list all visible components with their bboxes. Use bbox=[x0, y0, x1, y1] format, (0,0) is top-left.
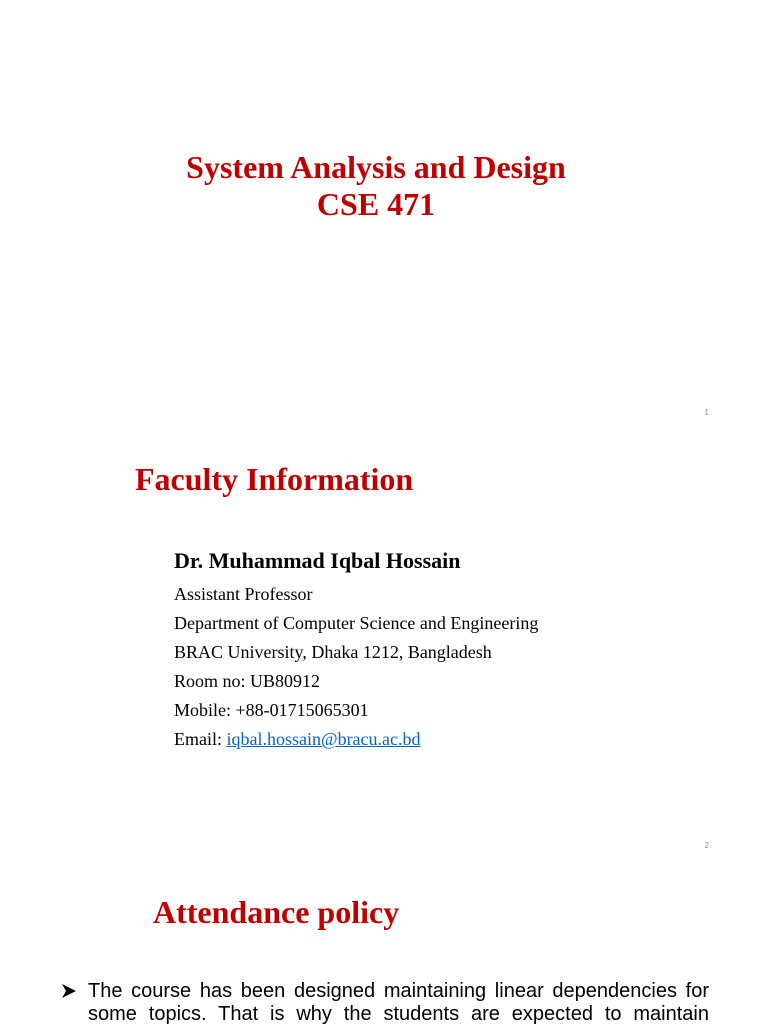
faculty-university: BRAC University, Dhaka 1212, Bangladesh bbox=[174, 642, 492, 662]
page-number: 1 bbox=[704, 408, 709, 417]
faculty-department: Department of Computer Science and Engineering bbox=[174, 613, 539, 633]
page-number: 2 bbox=[704, 841, 709, 850]
slide-3 bbox=[0, 866, 768, 1024]
faculty-room: Room no: UB80912 bbox=[174, 671, 321, 691]
email-link[interactable]: iqbal.hossain@bracu.ac.bd bbox=[226, 729, 421, 749]
faculty-info-list bbox=[174, 582, 538, 756]
email-label: Email: bbox=[174, 729, 227, 749]
slide-2 bbox=[0, 433, 768, 866]
course-code: CSE 471 bbox=[316, 186, 436, 222]
faculty-designation: Assistant Professor bbox=[174, 584, 313, 604]
slide-title: Faculty Information bbox=[135, 461, 414, 497]
bullet-item bbox=[60, 980, 709, 1024]
course-title: System Analysis and Design bbox=[186, 149, 566, 185]
slide-title: Attendance policy bbox=[153, 894, 400, 930]
arrowhead-bullet-icon bbox=[60, 982, 78, 1000]
faculty-email-row bbox=[174, 727, 538, 756]
faculty-name: Dr. Muhammad Iqbal Hossain bbox=[174, 548, 461, 573]
faculty-mobile: Mobile: +88-01715065301 bbox=[174, 700, 369, 720]
bullet-text: The course has been designed maintaining linear dependencies for some topics. That is why the students are expected to maintain bbox=[88, 980, 709, 1024]
slide-1 bbox=[0, 0, 768, 433]
